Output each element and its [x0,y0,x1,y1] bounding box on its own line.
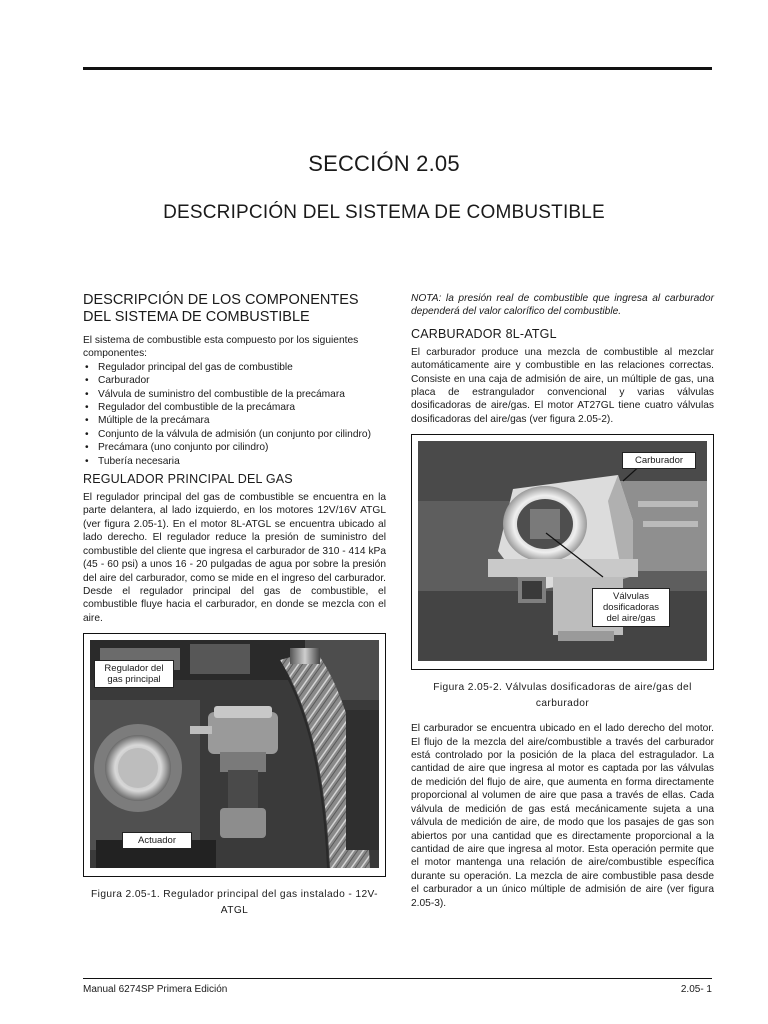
figure-regulator [83,633,386,877]
list-item: • Regulador del combustible de la precámara [83,401,386,414]
components-intro: El sistema de combustible esta compuesto por los siguientes componentes: [83,335,359,360]
figure-caption: Figura 2.05-1. Regulador principal del gas instalado - 12V-ATGL [91,889,378,917]
fuel-pressure-note: NOTA: la presión real de combustible que ingresa al carburador dependerá del valor calorífico del combustible. [411,293,714,318]
top-rule [83,67,712,70]
callout-metering-valves: Válvulas dosificadoras del aire/gas [592,588,670,627]
callout-carburetor: Carburador [622,452,696,469]
carburetor-heading: CARBURADOR 8L-ATGL [411,326,557,341]
figure-carburetor [411,434,714,670]
carburetor-operation-body: El carburador se encuentra ubicado en el lado derecho del motor. El flujo de la mezcla del aire/combustible a través del carburador está controlado por la posición de la placa del estragulador. La cantidad de aire que ingresa al motor es captada por las válvulas de medición del flujo de aire, que aumenta en forma directamente proporcional al volumen de aire que pasa a través de ellas. Cada válvula de medición de gas está mecánicamente sujeta a una válvula de medición de aire, de modo que los pasajes de gas son abiertos por una cantidad que es directamente proporcional a la cantidad de aire que ingresa al motor. Esta operación permite que el motor mantenga una relación de aire/combustible específica durante su operación. La mezcla de aire combustible pasa desde el carburador a un único múltiple de admisión de aire (ver figura 2.05-3). [411,723,714,909]
callout-actuator: Actuador [122,832,192,849]
list-item: • Conjunto de la válvula de admisión (un conjunto por cilindro) [83,428,386,441]
footer-rule [83,978,712,979]
page-number: 2.05- 1 [680,984,712,995]
list-item: • Tubería necesaria [83,455,386,468]
right-column [411,292,714,910]
carburetor-photo-drawing [418,441,707,661]
carburetor-body: El carburador produce una mezcla de combustible al mezclar automáticamente aire y combustible en las relaciones correctas. Consiste en una caja de admisión de aire, un múltiple de gas, una placa de estrangulador convencional y varias válvulas dosificadoras de aire/gas. El motor AT27GL tiene cuatro válvulas dosificadoras del aire/gas (ver figura 2.05-2). [411,346,714,425]
regulator-body: El regulador principal del gas de combustible se encuentra en la parte delantera, al lado izquierdo, en los motores 12V/16V ATGL (ver figura 2.05-1). En el motor 8L-ATGL se encuentra ubicado al lado derecho. El regulador reduce la presión de suministro del combustible del cliente que ingresa el carburador de 310 - 414 kPa (45 - 60 psi) a unos 16 - 20 pulgadas de agua por sobre la presión del aire del carburador, como se mide en el ingreso del carburador. Desde el regulador principal del gas de combustible, el combustible fluye hacia el carburador, en donde se mezcla con el aire. [83,492,386,624]
list-item: • Precámara (uno conjunto por cilindro) [83,441,386,454]
list-item: • Válvula de suministro del combustible de la precámara [83,388,386,401]
page-title: DESCRIPCIÓN DEL SISTEMA DE COMBUSTIBLE [163,202,605,223]
callout-regulator: Regulador del gas principal [94,660,174,688]
components-heading: DESCRIPCIÓN DE LOS COMPONENTES DEL SISTEMA DE COMBUSTIBLE [83,292,359,325]
left-column [83,292,386,919]
list-item: • Carburador [83,374,386,387]
regulator-heading: REGULADOR PRINCIPAL DEL GAS [83,472,293,487]
footer-manual-edition: Manual 6274SP Primera Edición [83,984,228,995]
components-list [83,361,386,468]
list-item: • Múltiple de la precámara [83,414,386,427]
carburetor-photo [418,441,707,663]
figure-caption: Figura 2.05-2. Válvulas dosificadoras de aire/gas del carburador [433,682,692,710]
list-item: • Regulador principal del gas de combustible [83,361,386,374]
section-title: SECCIÓN 2.05 [308,151,460,176]
